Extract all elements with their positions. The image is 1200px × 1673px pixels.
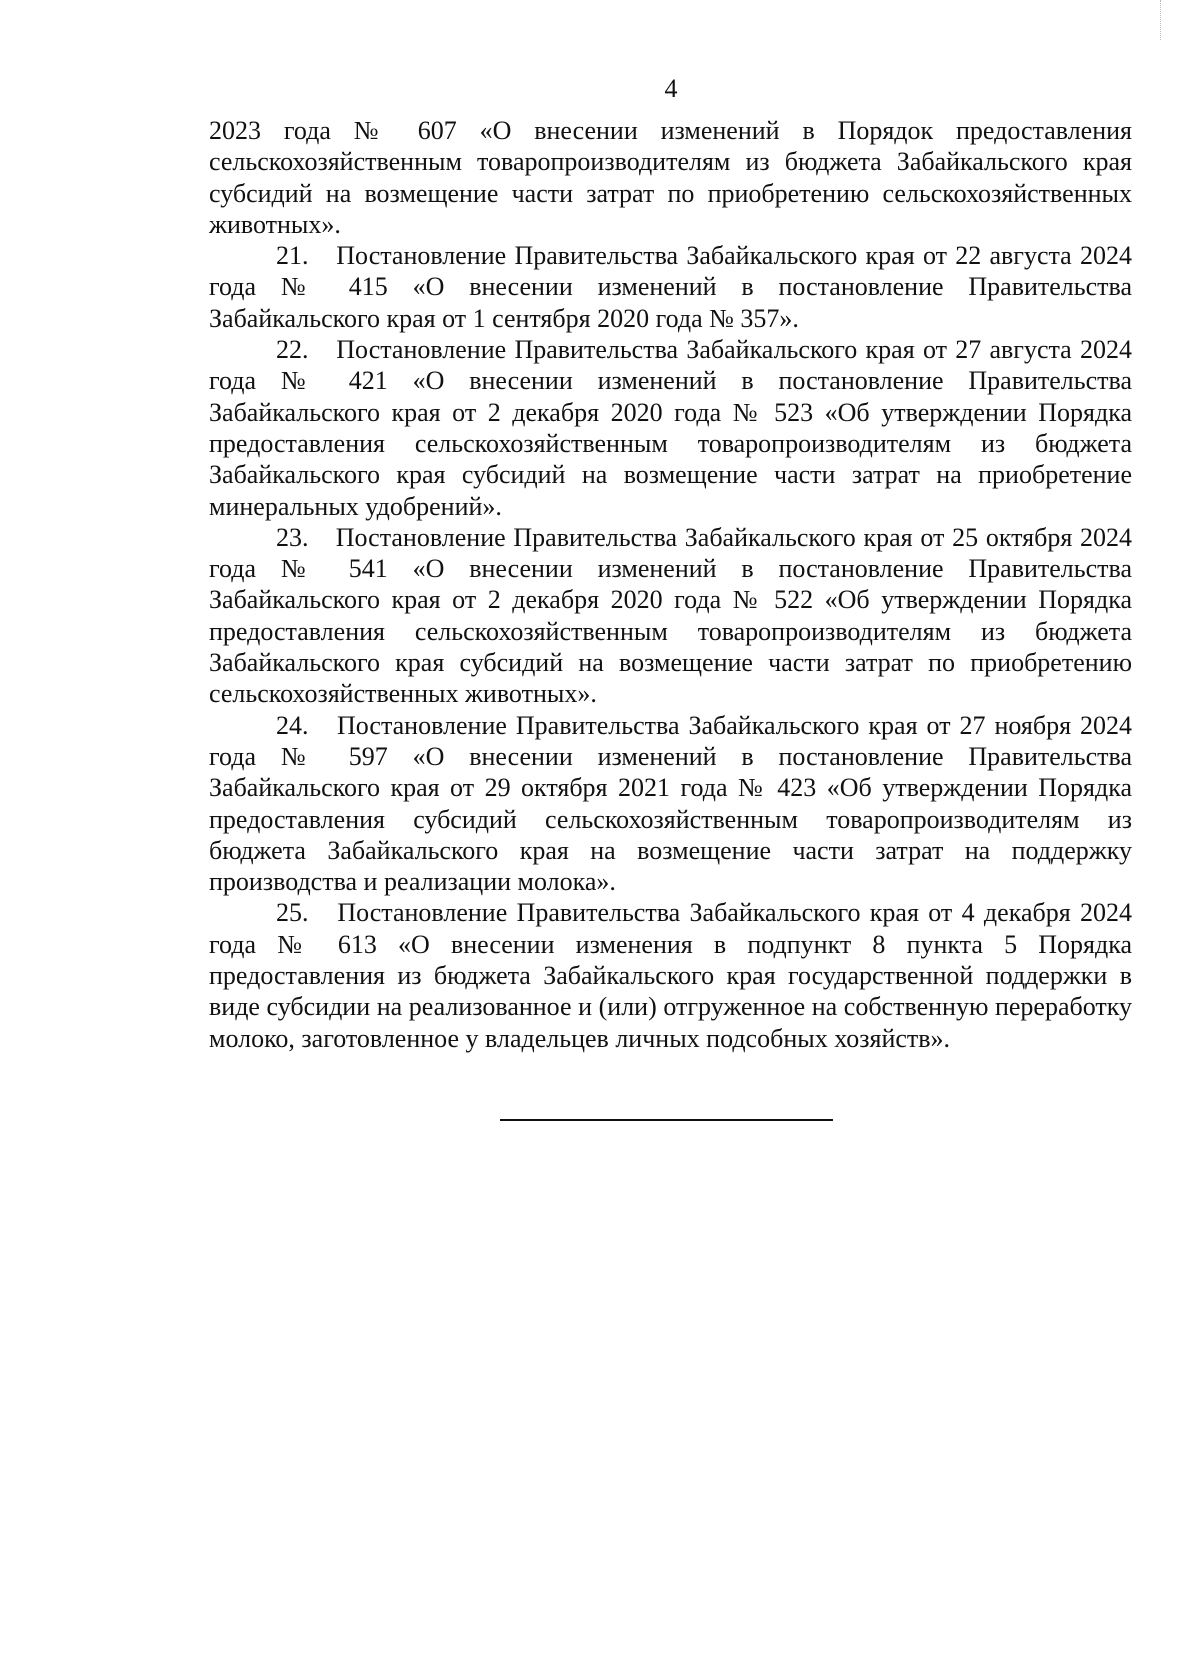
paragraph-text: Постановление Правительства Забайкальского края от 25 октября 2024 года № 541 «О внесении изменений в постановление Правительства Забайкальского края от 2 декабря 2020 года № 522 «Об утверждении Порядка предоставления сельскохозяйственным товаропроизводителям из бюджета Забайкальского края субсидий на возмещение части затрат по приобретению сельскохозяйственных животных».: [209, 522, 1133, 709]
paragraph-number: 24.: [276, 710, 309, 740]
paragraph-number: 23.: [276, 522, 309, 552]
paragraph-25: [209, 897, 1132, 1053]
paragraph-21: [209, 240, 1132, 334]
paragraph-text: Постановление Правительства Забайкальского края от 27 ноября 2024 года № 597 «О внесении изменений в постановление Правительства Забайкальского края от 29 октября 2021 года № 423 «Об утверждении Порядка предоставления субсидий сельскохозяйственным товаропроизводителям из бюджета Забайкальского края на возмещение части затрат на поддержку производства и реализации молока».: [209, 710, 1133, 897]
paragraph-number: 22.: [276, 335, 309, 365]
page-number: 4: [664, 74, 678, 103]
end-of-document-rule: [500, 1119, 833, 1121]
paragraph-24: [209, 710, 1132, 898]
document-body: [209, 115, 1132, 1054]
paragraph-text: Постановление Правительства Забайкальского края от 4 декабря 2024 года № 613 «О внесении изменения в подпункт 8 пункта 5 Порядка предоставления из бюджета Забайкальского края государственной поддержки в виде субсидии на реализованное и (или) отгруженное на собственную переработку молоко, заготовленное у владельцев личных подсобных хозяйств».: [209, 898, 1132, 1053]
scan-artifact: [1160, 0, 1164, 40]
paragraph-continuation: 2023 года № 607 «О внесении изменений в Порядок предоставления сельскохозяйственным товаропроизводителям из бюджета Забайкальского края субсидий на возмещение части затрат по приобретению сельскохозяйственных животных».: [209, 116, 1132, 239]
paragraph-23: [209, 522, 1132, 710]
paragraph-number: 25.: [276, 898, 309, 928]
paragraph-number: 21.: [276, 241, 309, 271]
paragraph-22: [209, 334, 1132, 522]
paragraph-text: Постановление Правительства Забайкальского края от 22 августа 2024 года № 415 «О внесении изменений в постановление Правительства Забайкальского края от 1 сентября 2020 года № 357».: [209, 241, 1132, 333]
paragraph-text: Постановление Правительства Забайкальского края от 27 августа 2024 года № 421 «О внесении изменений в постановление Правительства Забайкальского края от 2 декабря 2020 года № 523 «Об утверждении Порядка предоставления сельскохозяйственным товаропроизводителям из бюджета Забайкальского края субсидий на возмещение части затрат на приобретение минеральных удобрений».: [209, 335, 1132, 521]
